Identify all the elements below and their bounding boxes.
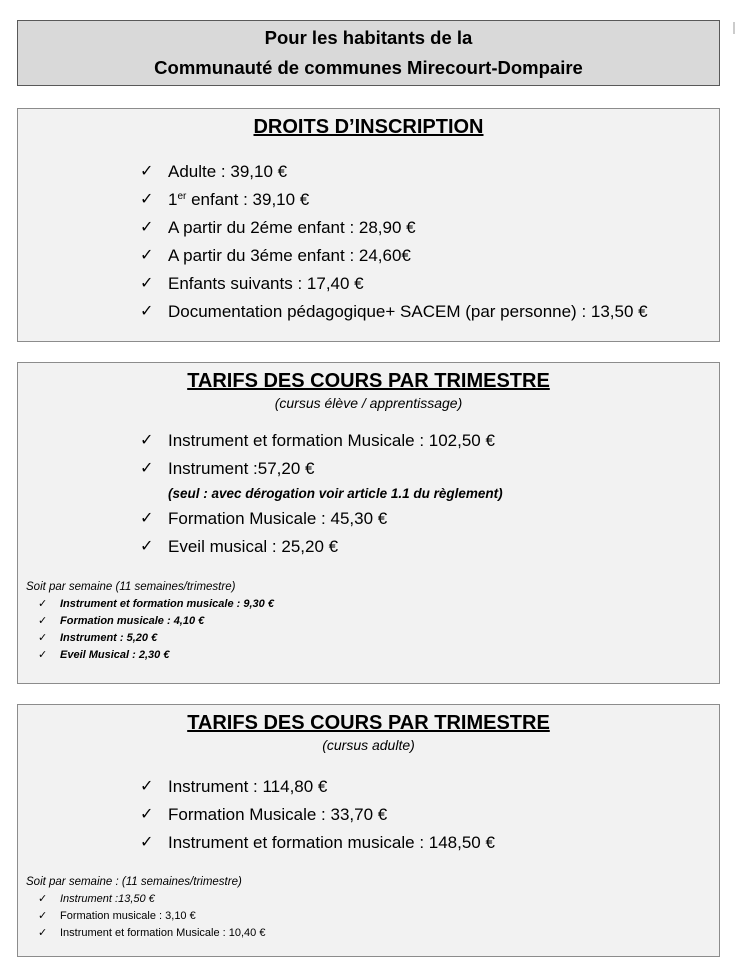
item-text: Enfants suivants : 17,40 €	[168, 274, 364, 293]
list-item	[140, 801, 709, 829]
check-icon: ✓	[38, 615, 48, 627]
list-item	[140, 270, 709, 298]
item-text: enfant : 39,10 €	[186, 190, 310, 209]
weekly-item	[26, 925, 265, 942]
weekly-heading: Soit par semaine : (11 semaines/trimestre)	[26, 876, 242, 888]
check-icon: ✓	[140, 510, 154, 527]
check-icon: ✓	[140, 538, 154, 555]
item-text: Instrument :13,50 €	[60, 893, 155, 905]
item-note: (seul : avec dérogation voir article 1.1 du règlement)	[168, 486, 503, 501]
check-icon: ✓	[140, 191, 154, 208]
list-item	[140, 829, 709, 857]
section-tarifs-eleve	[17, 362, 720, 684]
header-line-1: Pour les habitants de la	[264, 27, 473, 48]
droits-list	[140, 158, 709, 326]
check-icon: ✓	[140, 834, 154, 851]
item-text: Instrument et formation Musicale : 102,50 €	[168, 431, 495, 450]
section-title: DROITS D’INSCRIPTION	[253, 116, 484, 138]
item-text: Documentation pédagogique+ SACEM (par personne) : 13,50 €	[168, 302, 648, 321]
weekly-heading: Soit par semaine (11 semaines/trimestre)	[26, 581, 236, 593]
header-line-2: Communauté de communes Mirecourt-Dompaire	[154, 57, 583, 78]
list-item	[140, 505, 709, 533]
section-tarifs-adulte	[17, 704, 720, 957]
check-icon: ✓	[38, 632, 48, 644]
weekly-breakdown	[26, 578, 274, 664]
item-text: Instrument et formation Musicale : 10,40 €	[60, 927, 266, 939]
check-icon: ✓	[140, 163, 154, 180]
page-edge-mark	[733, 22, 735, 34]
section-droits-inscription	[17, 108, 720, 342]
item-text: Instrument : 114,80 €	[168, 777, 328, 796]
weekly-item	[26, 908, 265, 925]
list-item	[140, 242, 709, 270]
section-subtitle: (cursus élève / apprentissage)	[274, 395, 463, 411]
list-item	[140, 186, 709, 214]
item-text: Instrument : 5,20 €	[60, 632, 158, 644]
check-icon: ✓	[140, 247, 154, 264]
weekly-item	[26, 613, 274, 630]
weekly-item	[26, 630, 274, 647]
check-icon: ✓	[140, 778, 154, 795]
item-text: Formation musicale : 3,10 €	[60, 910, 196, 922]
item-text-number: 1	[168, 190, 178, 209]
item-text: Formation Musicale : 45,30 €	[168, 509, 388, 528]
weekly-item	[26, 891, 265, 908]
check-icon: ✓	[140, 806, 154, 823]
check-icon: ✓	[38, 927, 48, 939]
check-icon: ✓	[140, 303, 154, 320]
item-text: A partir du 2éme enfant : 28,90 €	[168, 218, 416, 237]
item-text: A partir du 3éme enfant : 24,60€	[168, 246, 411, 265]
item-text-superscript: er	[177, 191, 187, 202]
item-text: Eveil musical : 25,20 €	[168, 537, 339, 556]
weekly-item	[26, 647, 274, 664]
item-text: Adulte : 39,10 €	[168, 162, 288, 181]
check-icon: ✓	[140, 219, 154, 236]
header-banner	[17, 20, 720, 86]
item-text: Instrument :57,20 €	[168, 459, 315, 478]
weekly-breakdown	[26, 873, 265, 942]
item-text: Formation musicale : 4,10 €	[60, 615, 205, 627]
list-item	[140, 533, 709, 561]
section-subtitle: (cursus adulte)	[322, 737, 415, 753]
list-item	[140, 455, 709, 505]
weekly-list	[26, 891, 265, 942]
check-icon: ✓	[38, 598, 48, 610]
check-icon: ✓	[140, 275, 154, 292]
weekly-item	[26, 596, 274, 613]
check-icon: ✓	[140, 432, 154, 449]
weekly-list	[26, 596, 274, 664]
item-text: Eveil Musical : 2,30 €	[60, 649, 170, 661]
list-item	[140, 158, 709, 186]
list-item	[140, 298, 709, 326]
section-title: TARIFS DES COURS PAR TRIMESTRE	[187, 370, 550, 392]
list-item	[140, 214, 709, 242]
list-item	[140, 427, 709, 455]
check-icon: ✓	[38, 910, 48, 922]
list-item	[140, 773, 709, 801]
item-text: Instrument et formation musicale : 148,50 €	[168, 833, 495, 852]
eleve-list	[140, 427, 709, 561]
item-text: Formation Musicale : 33,70 €	[168, 805, 388, 824]
check-icon: ✓	[38, 649, 48, 661]
check-icon: ✓	[140, 460, 154, 477]
section-title: TARIFS DES COURS PAR TRIMESTRE	[187, 712, 550, 734]
check-icon: ✓	[38, 893, 48, 905]
item-text: Instrument et formation musicale : 9,30 €	[60, 598, 274, 610]
adulte-list	[140, 773, 709, 857]
